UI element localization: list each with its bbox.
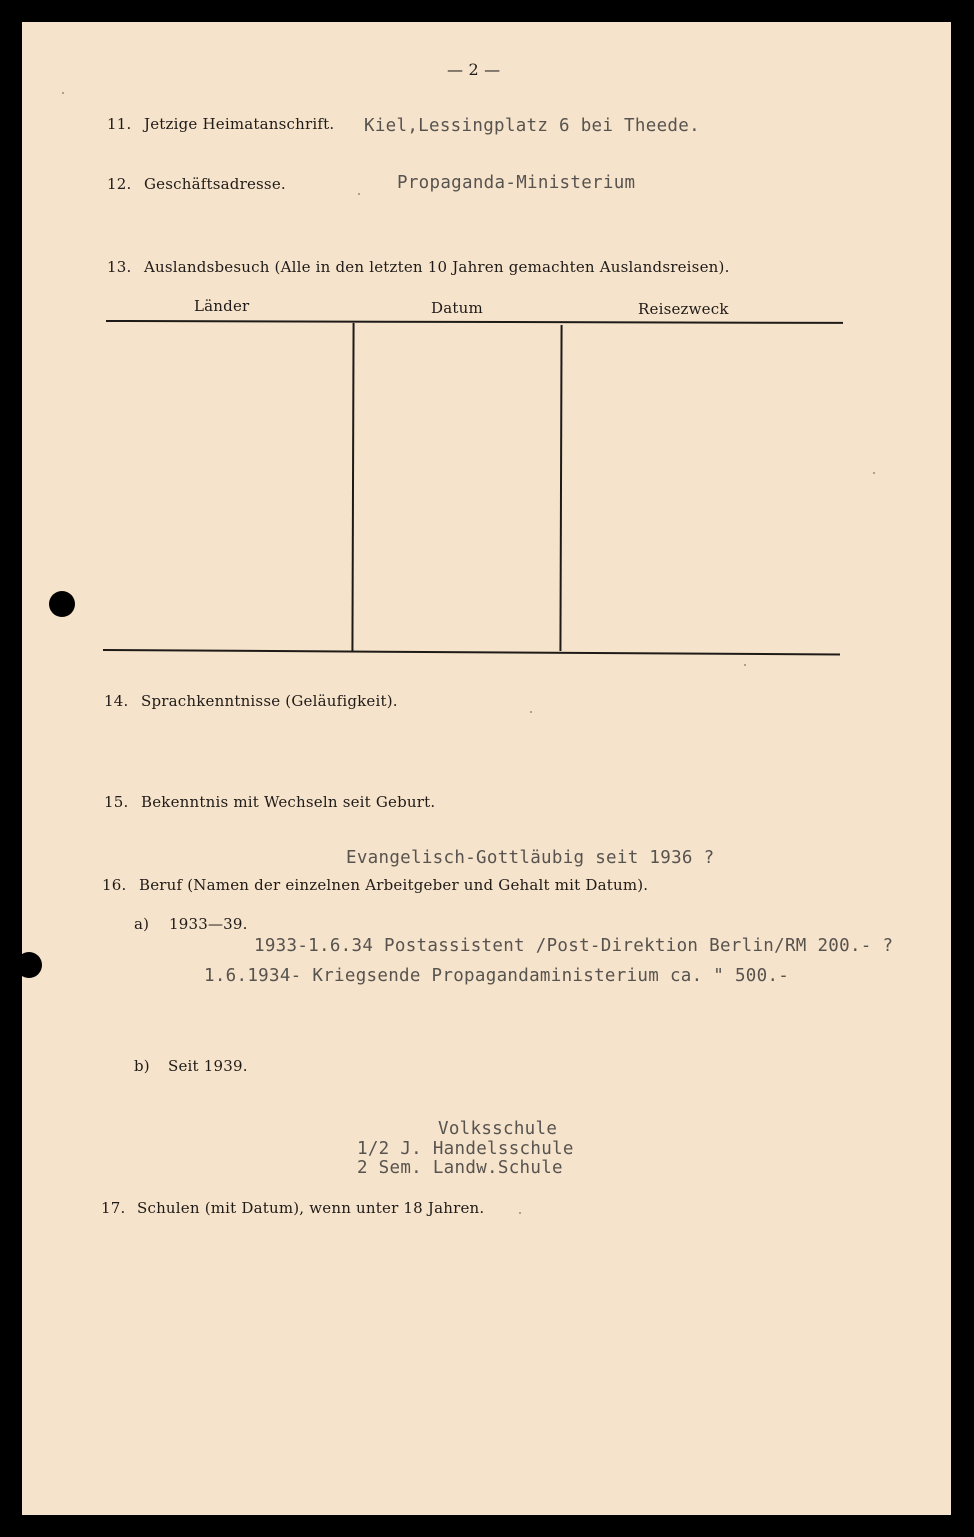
paper-speck [62,92,64,94]
paper-speck [873,472,875,474]
item-11-typed-address: Kiel,Lessingplatz 6 bei Theede. [364,116,700,136]
item-16-typed-job-2: 1.6.1934- Kriegsende Propagandaministerium ca. " 500.- [204,966,790,986]
item-12-label: Geschäftsadresse. [144,175,286,193]
item-17-typed-school-1: Volksschule [438,1119,558,1139]
item-12-number: 12. [107,175,132,193]
item-11-number: 11. [107,115,132,133]
item-13-label: Auslandsbesuch (Alle in den letzten 10 Jahren gemachten Auslandsreisen). [144,258,730,276]
item-17-number: 17. [101,1199,126,1217]
item-16b-label: b) [134,1057,150,1075]
item-14-number: 14. [104,692,129,710]
paper-speck [530,711,532,713]
item-17-typed-school-3: 2 Sem. Landw.Schule [357,1158,563,1178]
item-11-label: Jetzige Heimatanschrift. [144,115,335,133]
item-14-label: Sprachkenntnisse (Geläufigkeit). [141,692,398,710]
item-16-number: 16. [102,876,127,894]
item-12-typed-business: Propaganda-Ministerium [397,173,636,193]
paper-speck [744,664,746,666]
paper-speck [519,1212,521,1214]
item-15-number: 15. [104,793,129,811]
item-15-label: Bekenntnis mit Wechseln seit Geburt. [141,793,436,811]
paper-speck [358,193,360,195]
item-17-label: Schulen (mit Datum), wenn unter 18 Jahren. [137,1199,485,1217]
page-number: — 2 — [447,60,501,79]
column-header-datum: Datum [431,299,483,317]
item-15-typed-religion: Evangelisch-Gottläubig seit 1936 ? [346,848,715,868]
item-13-number: 13. [107,258,132,276]
item-16b-period: Seit 1939. [168,1057,248,1075]
document-page [22,22,951,1515]
item-16-typed-job-1: 1933-1.6.34 Postassistent /Post-Direktion Berlin/RM 200.- ? [254,936,894,956]
column-header-laender: Länder [194,297,250,315]
item-16-label: Beruf (Namen der einzelnen Arbeitgeber und Gehalt mit Datum). [139,876,649,894]
column-header-reisezweck: Reisezweck [638,300,729,318]
item-16a-label: a) [134,915,150,933]
punch-hole-upper [49,591,75,617]
item-17-typed-school-2: 1/2 J. Handelsschule [357,1139,574,1159]
punch-hole-lower [16,952,42,978]
item-16a-period: 1933—39. [169,915,248,933]
